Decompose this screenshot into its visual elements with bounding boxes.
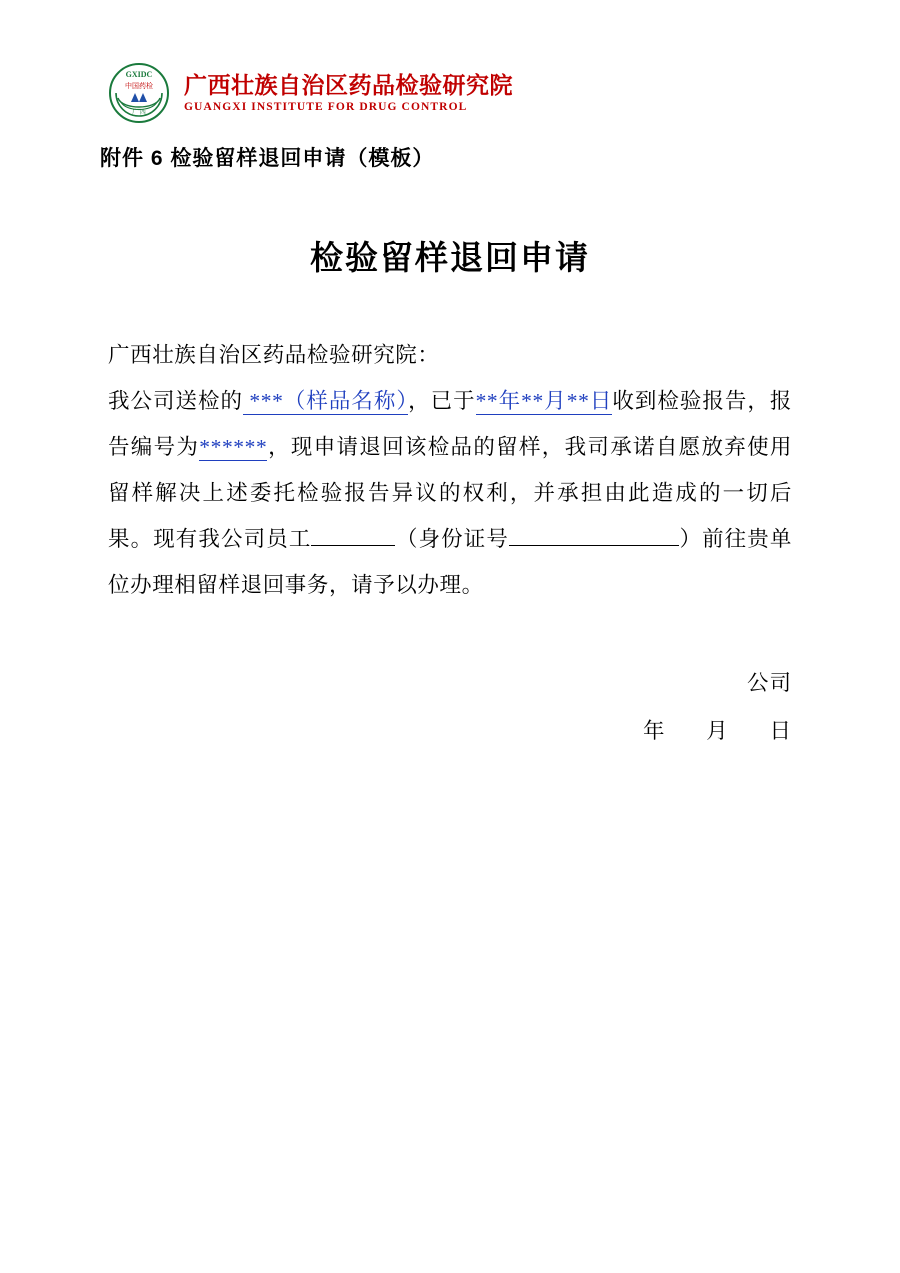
org-name-cn: 广西壮族自治区药品检验研究院 bbox=[184, 71, 513, 98]
body-seg-4: ，现申请退回该检品的留样，我司承诺自愿放弃使用留样解决上述委托检验报告异议的权利，并承担由此造成的一切后果。现有我公司员工 bbox=[108, 435, 792, 551]
body-seg-3: 收到检验报告，报告编号为 bbox=[108, 389, 792, 459]
institute-emblem-icon bbox=[108, 62, 170, 124]
svg-text:中国药检: 中国药检 bbox=[125, 83, 153, 90]
sample-name-blank: ***（样品名称） bbox=[243, 389, 409, 413]
body-seg-2: ，已于 bbox=[408, 389, 476, 413]
salutation: 广西壮族自治区药品检验研究院： bbox=[108, 343, 440, 367]
receipt-date-blank: **年**月**日 bbox=[475, 389, 613, 413]
report-number-blank: ****** bbox=[199, 435, 268, 459]
letterhead-text bbox=[184, 73, 513, 113]
signature-year: 年 bbox=[642, 719, 666, 743]
svg-text:GXIDC: GXIDC bbox=[125, 70, 153, 79]
signature-day: 日 bbox=[769, 719, 792, 743]
id-number-blank bbox=[509, 545, 679, 546]
signature-month: 月 bbox=[706, 719, 729, 743]
body-seg-1: 我公司送检的 bbox=[108, 389, 243, 413]
document-body bbox=[108, 332, 792, 608]
org-name-en: GUANGXI INSTITUTE FOR DRUG CONTROL bbox=[184, 101, 468, 114]
page-title: 检验留样退回申请 bbox=[310, 239, 590, 276]
svg-text:广 西: 广 西 bbox=[132, 110, 146, 116]
body-seg-6: ）前往贵单位办理相留样退回事务，请予以办理。 bbox=[108, 527, 792, 597]
body-paragraph bbox=[108, 378, 792, 608]
body-seg-5: （身份证号 bbox=[395, 527, 509, 551]
employee-name-blank bbox=[311, 545, 395, 546]
signature-company: 公司 bbox=[746, 671, 792, 695]
attachment-label: 附件 6 检验留样退回申请（模板） bbox=[100, 147, 435, 170]
letterhead bbox=[108, 62, 513, 124]
signature-date bbox=[643, 714, 792, 745]
